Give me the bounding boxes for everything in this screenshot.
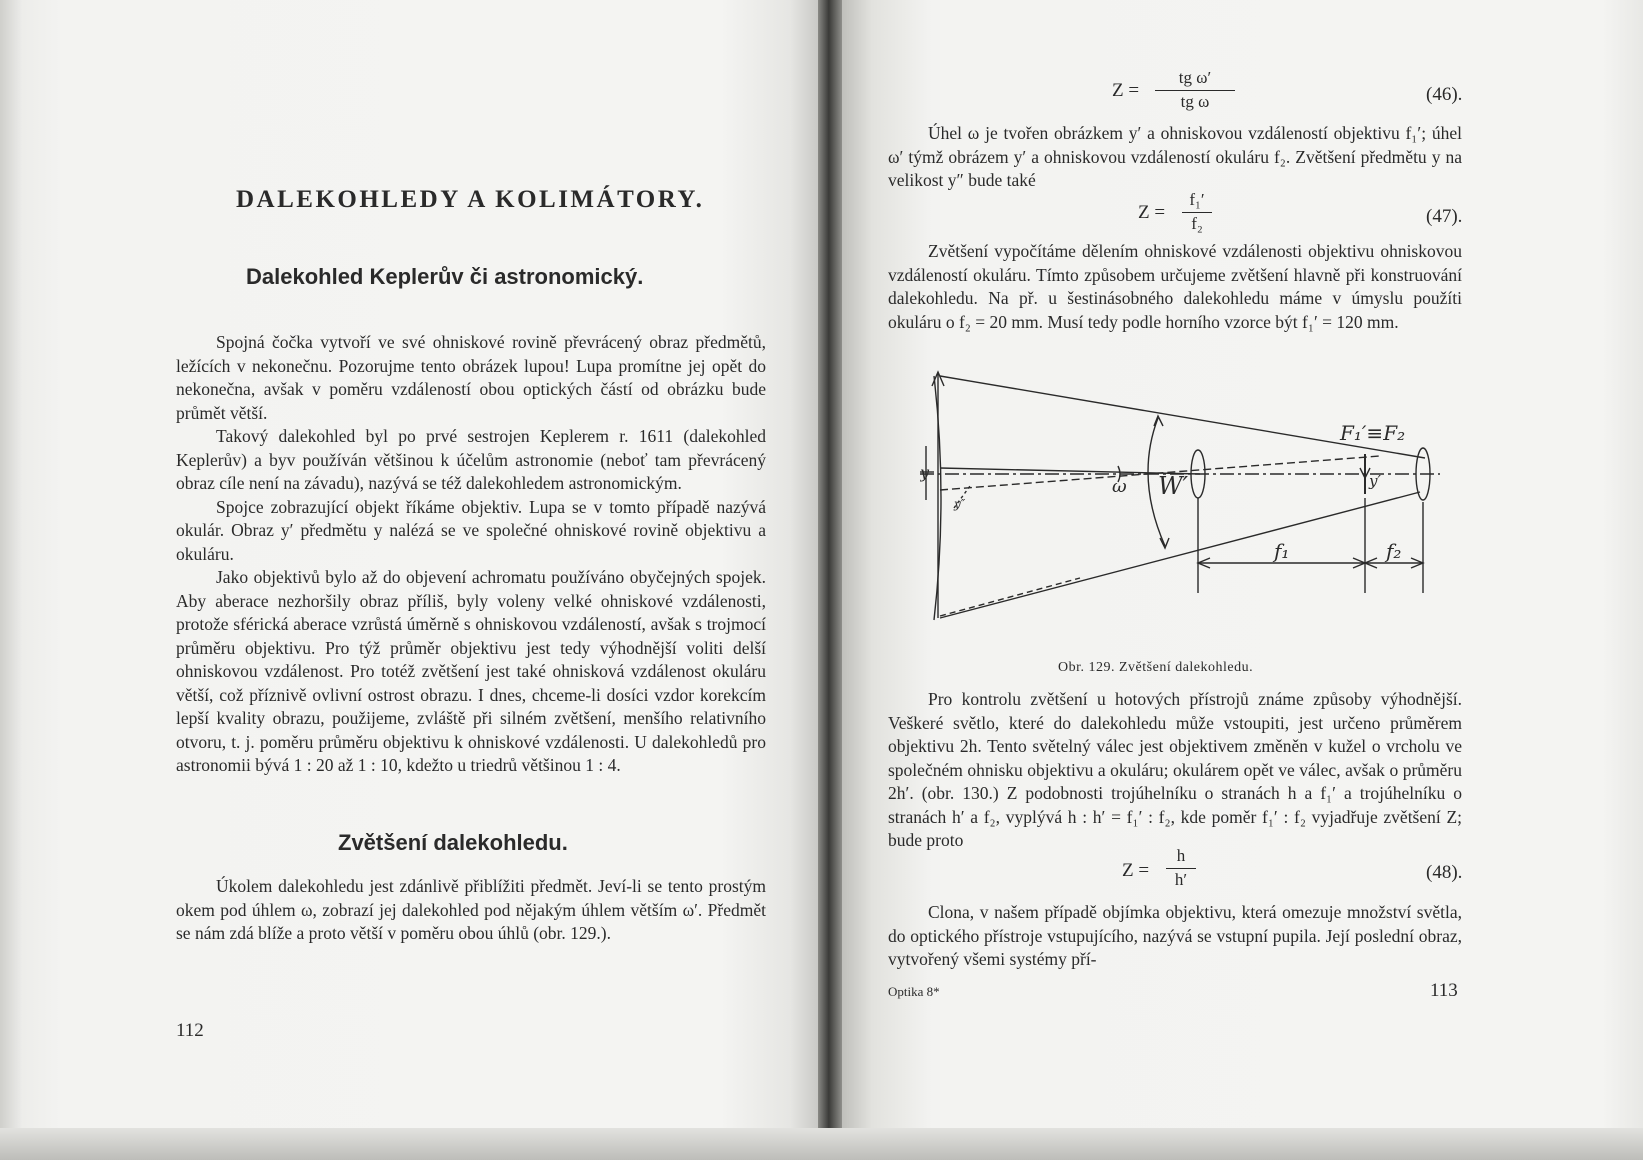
numerator: tg ω′ [1178,68,1212,87]
ray-upper [940,376,1425,458]
paragraph: Spojná čočka vytvoří ve své ohniskové rovině převrácený obraz předmětů, ležících v nekonečnu. Pozorujme tento obrázek lupou! Lupa promítne jej opět do nekonečna, avšak v poměru vzdáleností obou optických částí od obrázku bude průmět větší. [176,332,766,423]
paragraph: Clona, v našem případě objímka objektivu, která omezuje množství světla, do optického přístroje vstupujícího, nazývá se vstupní pupila. Její poslední obraz, vytvořený všemi systémy pří- [888,902,1462,969]
page-number-left: 112 [176,1020,204,1041]
label-f1: f₁ [1274,539,1290,563]
equation-47-fraction [1182,190,1212,236]
paragraph-4 [888,901,1462,972]
denominator: tg ω [1180,92,1210,111]
equation-47-number: (47). [1426,206,1463,227]
page-bottom-shadow [0,1128,1643,1160]
figure-caption: Obr. 129. Zvětšení dalekohledu. [1058,660,1254,675]
label-omega-prime: W′ [1158,472,1189,500]
paragraph-1 [888,122,1462,193]
ray-lower [940,492,1420,618]
book-gutter [818,0,842,1160]
equation-48-number: (48). [1426,862,1463,883]
equation-47-lhs: Z = [1138,202,1166,223]
numerator: h [1176,846,1186,865]
label-focus: F₁′≡F₂ [1340,421,1406,445]
numerator: f₁′ [1189,190,1205,209]
paragraph: Jako objektivů bylo až do objevení achromatu používáno obyčejných spojek. Aby aberace nezhoršily obraz příliš, byly voleny velké ohniskové vzdálenosti, protože sférická aberace vzrůstá úměrně s ohniskovou vzdáleností, avšak s trojmocí průměru objektivu. Pro týž průměr objektivu jest tedy výhodnější voliti delší ohniskovou vzdálenost. Pro totéž zvětšení jest také ohnisková vzdálenost okuláru větší, což příznivě ovlivní ostrost obrazu. I dnes, chceme-li dosíci vzdor korekcím lepší kvality obrazu, použijeme, zvláště při silném zvětšení, menšího relativního otvoru, t. j. poměru průměru objektivu k ohniskové vzdálenosti. U dalekohledů pro astronomii bývá 1 : 20 až 1 : 10, kdežto u triedrů většinou 1 : 4. [176,567,766,775]
fraction-bar [1155,90,1235,91]
equation-46-number: (46). [1426,84,1463,105]
equation-46-fraction [1155,68,1235,114]
section-heading-kepler: Dalekohled Keplerův či astronomický. [246,264,644,289]
page-edge [0,0,22,1160]
label-y: y [920,463,930,482]
paragraph: Úkolem dalekohledu jest zdánlivě přiblížiti předmět. Jeví-li se tento prostým okem pod úhlem ω, zobrazí jej dalekohled pod nějakým úhlem větším ω′. Předmět se nám zdá blíže a proto větší v poměru obou úhlů (obr. 129.). [176,876,766,943]
label-f2: f₂ [1386,539,1402,563]
paragraph-2 [888,240,1462,334]
equation-46-lhs: Z = [1112,80,1140,101]
paragraph: Úhel ω je tvořen obrázkem y′ a ohniskovou vzdáleností objektivu f₁′; úhel ω′ týmž obrázem y′ a ohniskovou vzdáleností okuláru f₂. Zvětšení předmětu y na velikost y″ bude také [888,123,1462,190]
equation-48-lhs: Z = [1122,860,1150,881]
paragraph: Zvětšení vypočítáme dělením ohniskové vzdálenosti objektivu ohniskovou vzdáleností okuláru. Tímto způsobem určujeme zvětšení hlavně při konstruování dalekohledu. Na př. u šestinásobného dalekohledu máme v úmyslu použíti okuláru o f₂ = 20 mm. Musí tedy podle horního vzorce být f₁′ = 120 mm. [888,241,1462,332]
signature-mark: Optika 8* [888,984,940,999]
paragraph: Pro kontrolu zvětšení u hotových přístrojů známe způsoby výhodnější. Veškeré světlo, které do dalekohledu může vstoupiti, jest určeno průměrem objektivu 2h. Tento světelný válec jest objektivem změněn v kužel o vrcholu ve společném ohnisku objektivu a okuláru; okulárem opět ve válec, avšak o průměru 2h′. (obr. 130.) Z podobnosti trojúhelníku o stranách h a f₁′ a trojúhelníku o stranách h′ a f₂, vyplývá h : h′ = f₁′ : f₂, kde poměr f₁′ : f₂ vyjadřuje zvětšení Z; bude proto [888,689,1462,850]
section2-body [176,875,766,946]
section1-body [176,331,766,778]
page-number-right: 113 [1430,980,1458,1001]
paragraph: Spojce zobrazující objekt říkáme objektiv. Lupa se v tomto případě nazývá okulár. Obraz y′ předmětu y nalézá se ve společné ohniskové rovině objektivu a okuláru. [176,496,766,564]
figure-129-telescope-diagram [920,368,1515,658]
fraction-bar [1166,868,1196,869]
label-omega: ω [1112,476,1127,497]
fraction-bar [1182,212,1212,213]
paragraph: Takový dalekohled byl po prvé sestrojen Keplerem r. 1611 (dalekohled Keplerův) a byv používán většinou k účelům astronomie (neboť tam převrácený obraz cíle není na závadu), nazývá se též dalekohledem astronomickým. [176,426,766,493]
label-y-prime: y′ [1369,472,1381,490]
denominator: h′ [1174,870,1188,889]
equation-48-fraction [1166,846,1196,892]
chapter-title: DALEKOHLEDY A KOLIMÁTORY. [236,186,705,213]
denominator: f₂ [1191,214,1203,233]
paragraph-3 [888,688,1462,853]
label-y-double: y″ [954,497,966,511]
section-heading-magnification: Zvětšení dalekohledu. [338,830,568,855]
